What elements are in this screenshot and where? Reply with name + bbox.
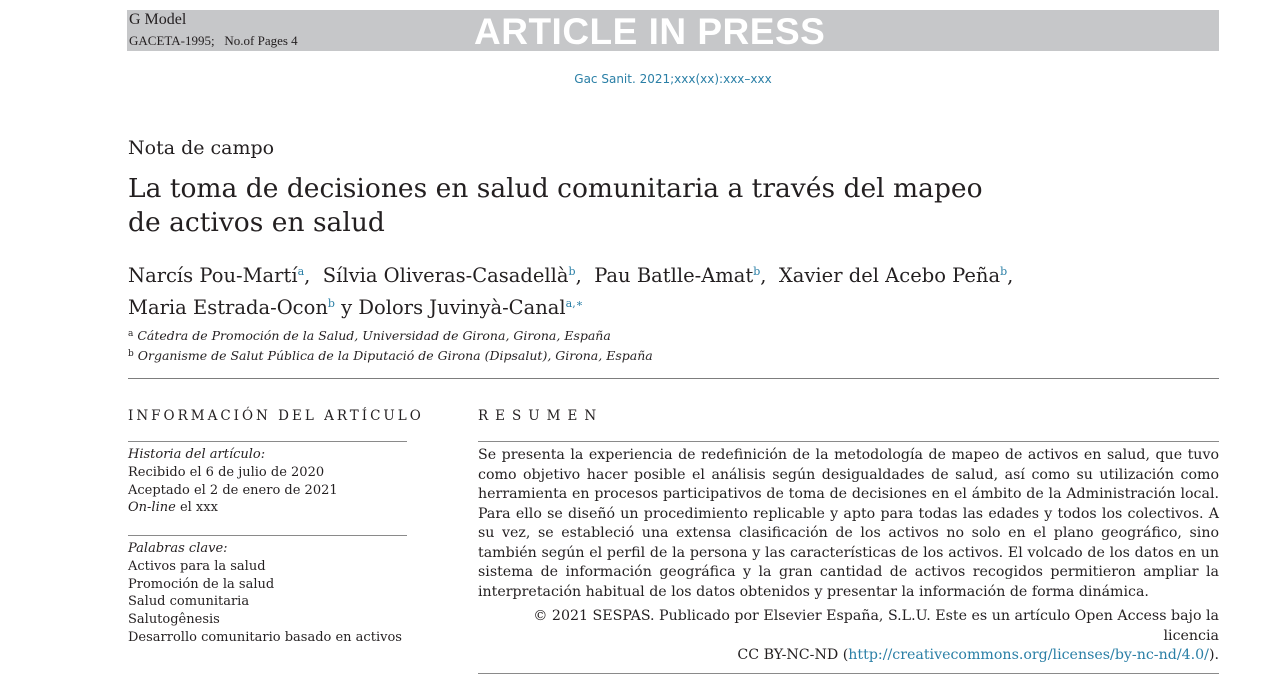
author-name: Sílvia Oliveras-Casadellà [322,264,569,287]
model-label: G Model [129,11,187,28]
info-divider [128,441,407,442]
received-date: Recibido el 6 de julio de 2020 [128,464,325,480]
author-conjunction: y [341,296,353,319]
online-date [128,499,338,517]
keyword-item: Promoción de la salud [128,576,275,592]
copyright-notice [478,607,1219,666]
author-line-1: Narcís Pou-Martí$^a$, Sílvia Oliveras-Casadellà$^b$, Pau Batlle-Amat$^b$, Xavier del Acebo Peña$^b$, [128,264,1014,287]
journal-reference: GACETA-1995; No.of Pages 4 [129,33,298,48]
affiliation-text: Organisme de Salut Pública de la Diputació de Girona (Dipsalut), Girona, España [137,348,653,363]
affiliation-mark: a [128,329,134,339]
abstract-divider-bottom [478,673,1219,674]
article-info-heading: INFORMACIÓN DEL ARTÍCULO [128,408,424,424]
affiliation-b [128,345,1028,365]
section-divider [128,378,1219,379]
author-name: Dolors Juvinyà-Canal [358,296,566,319]
keyword-item: Salutogênesis [128,612,220,628]
history-label: Historia del artículo: [128,447,266,462]
keyword-item: Activos para la salud [128,558,266,574]
keyword-item: Desarrollo comunitario basado en activos [128,629,402,645]
journal-citation[interactable]: Gac Sanit. 2021;xxx(xx):xxx–xxx [574,72,772,86]
article-title [128,172,1028,240]
keywords-label: Palabras clave: [128,541,228,556]
online-label: On-line [128,500,176,516]
affiliation-a [128,325,1028,345]
license-suffix: ). [1208,647,1219,663]
online-value: el xxx [175,500,218,516]
banner-title: ARTICLE IN PRESS [474,11,826,52]
article-in-press-banner [127,10,1219,51]
author-line-2 [128,290,1228,322]
affiliation-mark: b [128,349,134,359]
author-name: Narcís Pou-Martí [128,264,298,287]
affiliations [128,325,1028,365]
license-link[interactable]: http://creativecommons.org/licenses/by-nc-nd/4.0/ [848,647,1209,663]
title-line-1: La toma de decisiones en salud comunitaria a través del mapeo [128,173,983,204]
copyright-line: © 2021 SESPAS. Publicado por Elsevier España, S.L.U. Este es un artículo Open Access bajo la licencia [533,608,1219,644]
affiliation-text: Cátedra de Promoción de la Salud, Universidad de Girona, Girona, España [137,328,611,343]
keywords-divider [128,535,407,536]
author-list [128,258,1228,322]
abstract-heading: RESUMEN [478,408,604,424]
title-line-2: de activos en salud [128,207,385,238]
author-name: Pau Batlle-Amat [594,264,754,287]
affiliation-link[interactable]: b [568,265,576,278]
affiliation-link[interactable]: b [753,265,761,278]
author-name: Maria Estrada-Ocon [128,296,328,319]
affiliation-link[interactable]: a [297,265,305,278]
keywords [128,540,402,647]
abstract-text: Se presenta la experiencia de redefinición de la metodología de mapeo de activos en salud, que tuvo como objetivo hacer posible el análisis según desigualdades de salud, así como su utilización como herramienta en procesos participativos de toma de decisiones en el ámbito de la Administración local. Para ello se diseñó un procedimiento replicable y apto para todas las edades y todos los colectivos. A su vez, se estableció una extensa clasificación de los activos no solo en el plano geográfico, sino también según el perfil de la persona y las características de los activos. El volcado de los datos en un sistema de información geográfica y la gran cantidad de activos recogidos permitieron ampliar la interpretación habitual de los datos obtenidos y presentar la información de forma dinámica. [478,447,1219,600]
section-type: Nota de campo [128,137,275,159]
author-name: Xavier del Acebo Peña [778,264,1001,287]
article-history [128,446,338,517]
affiliation-link[interactable]: a,∗ [565,297,584,310]
keyword-item: Salud comunitaria [128,594,250,610]
abstract-divider-top [478,441,1219,442]
license-line [478,646,1219,666]
accepted-date: Aceptado el 2 de enero de 2021 [128,482,338,498]
affiliation-link[interactable]: b [327,297,335,310]
affiliation-link[interactable]: b [1000,265,1008,278]
license-prefix: CC BY-NC-ND ( [737,647,849,663]
